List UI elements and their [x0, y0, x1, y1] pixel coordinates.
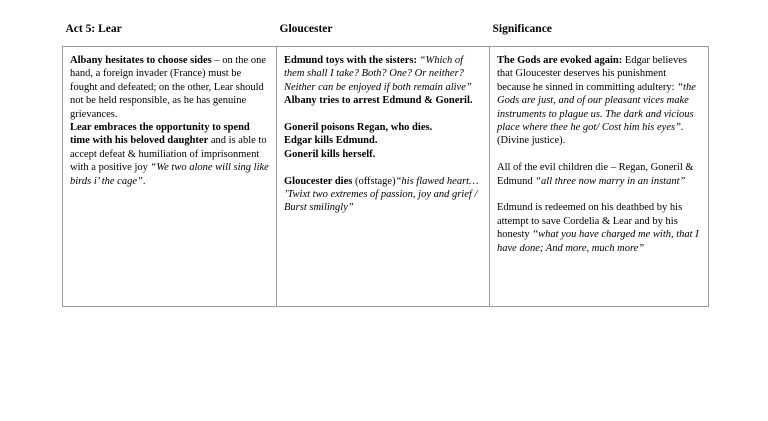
table-row [63, 47, 709, 307]
body-text: All of the evil children die – Regan, Goneril & Edmund [497, 162, 694, 187]
cell-act-5-lear [63, 47, 277, 307]
paragraph-spacer [497, 188, 701, 201]
paragraph [70, 54, 269, 121]
table-body [63, 47, 709, 307]
bold-text: Goneril poisons Regan, who dies. [284, 122, 433, 134]
quote-text: “his flawed heart… ’Twixt two extremes of passion, joy and grief / Burst smilingly” [284, 175, 479, 214]
act-5-summary-table [62, 22, 709, 307]
paragraph [284, 148, 482, 161]
paragraph [284, 54, 482, 94]
column-header-gloucester [277, 22, 490, 47]
paragraph [284, 175, 482, 215]
paragraph [497, 54, 701, 148]
cell-significance [490, 47, 709, 307]
quote-text: “what you have charged me with, that I have done; And more, much more” [497, 229, 699, 254]
body-text: – on the one hand, a foreign invader (France) must be fought and defeated; on the other, Lear should not be held responsible, as he has genuine grievances. [70, 55, 267, 120]
quote-text: “We two alone will sing like birds i’ the cage” [70, 162, 269, 187]
paragraph-spacer [284, 108, 482, 121]
column-header-label: Gloucester [279, 23, 333, 35]
body-text: and is able to accept defeat & humiliation of imprisonment with a positive joy [70, 135, 267, 174]
bold-text: Lear embraces the opportunity to spend time with his beloved daughter [70, 122, 250, 147]
quote-text: “all three now marry in an instant” [535, 175, 686, 187]
paragraph [284, 134, 482, 147]
column-header-label: Significance [492, 23, 552, 35]
body-text: Edmund is redeemed on his deathbed by his attempt to save Cordelia & Lear and by his honesty [497, 202, 683, 241]
paragraph-spacer [284, 161, 482, 174]
quote-text: “Which of them shall I take? Both? One? Or neither? Neither can be enjoyed if both remain alive” [284, 55, 472, 93]
bold-text: The Gods are evoked again: [497, 55, 623, 66]
bold-text: Gloucester dies [284, 175, 353, 187]
body-text: . (Divine justice). [497, 122, 684, 147]
bold-text: Albany tries to arrest Edmund & Goneril. [284, 95, 473, 107]
bold-text: Edgar kills Edmund. [284, 135, 378, 147]
cell-gloucester [277, 47, 490, 307]
paragraph [284, 94, 482, 107]
column-header-label: Act 5: Lear [65, 23, 122, 35]
paragraph-spacer [497, 148, 701, 161]
paragraph [284, 121, 482, 134]
paragraph [70, 121, 269, 188]
column-header-significance [490, 22, 709, 47]
paragraph [497, 161, 701, 188]
body-text: (offstage) [352, 175, 396, 187]
table-header-row [63, 22, 709, 47]
bold-text: Goneril kills herself. [284, 148, 376, 160]
quote-text: “the Gods are just, and of our pleasant vices make instruments to plague us. The dark and vicious place where thee he got/ Cost him his eyes” [497, 81, 696, 134]
paragraph [497, 201, 701, 255]
body-text: Edgar believes that Gloucester deserves his punishment because he sinned in committing adultery: [497, 55, 687, 93]
bold-text: Edmund toys with the sisters: [284, 55, 418, 66]
bold-text: Albany hesitates to choose sides [70, 55, 212, 66]
column-header-act-5-lear [63, 22, 277, 47]
body-text: . [142, 175, 146, 187]
